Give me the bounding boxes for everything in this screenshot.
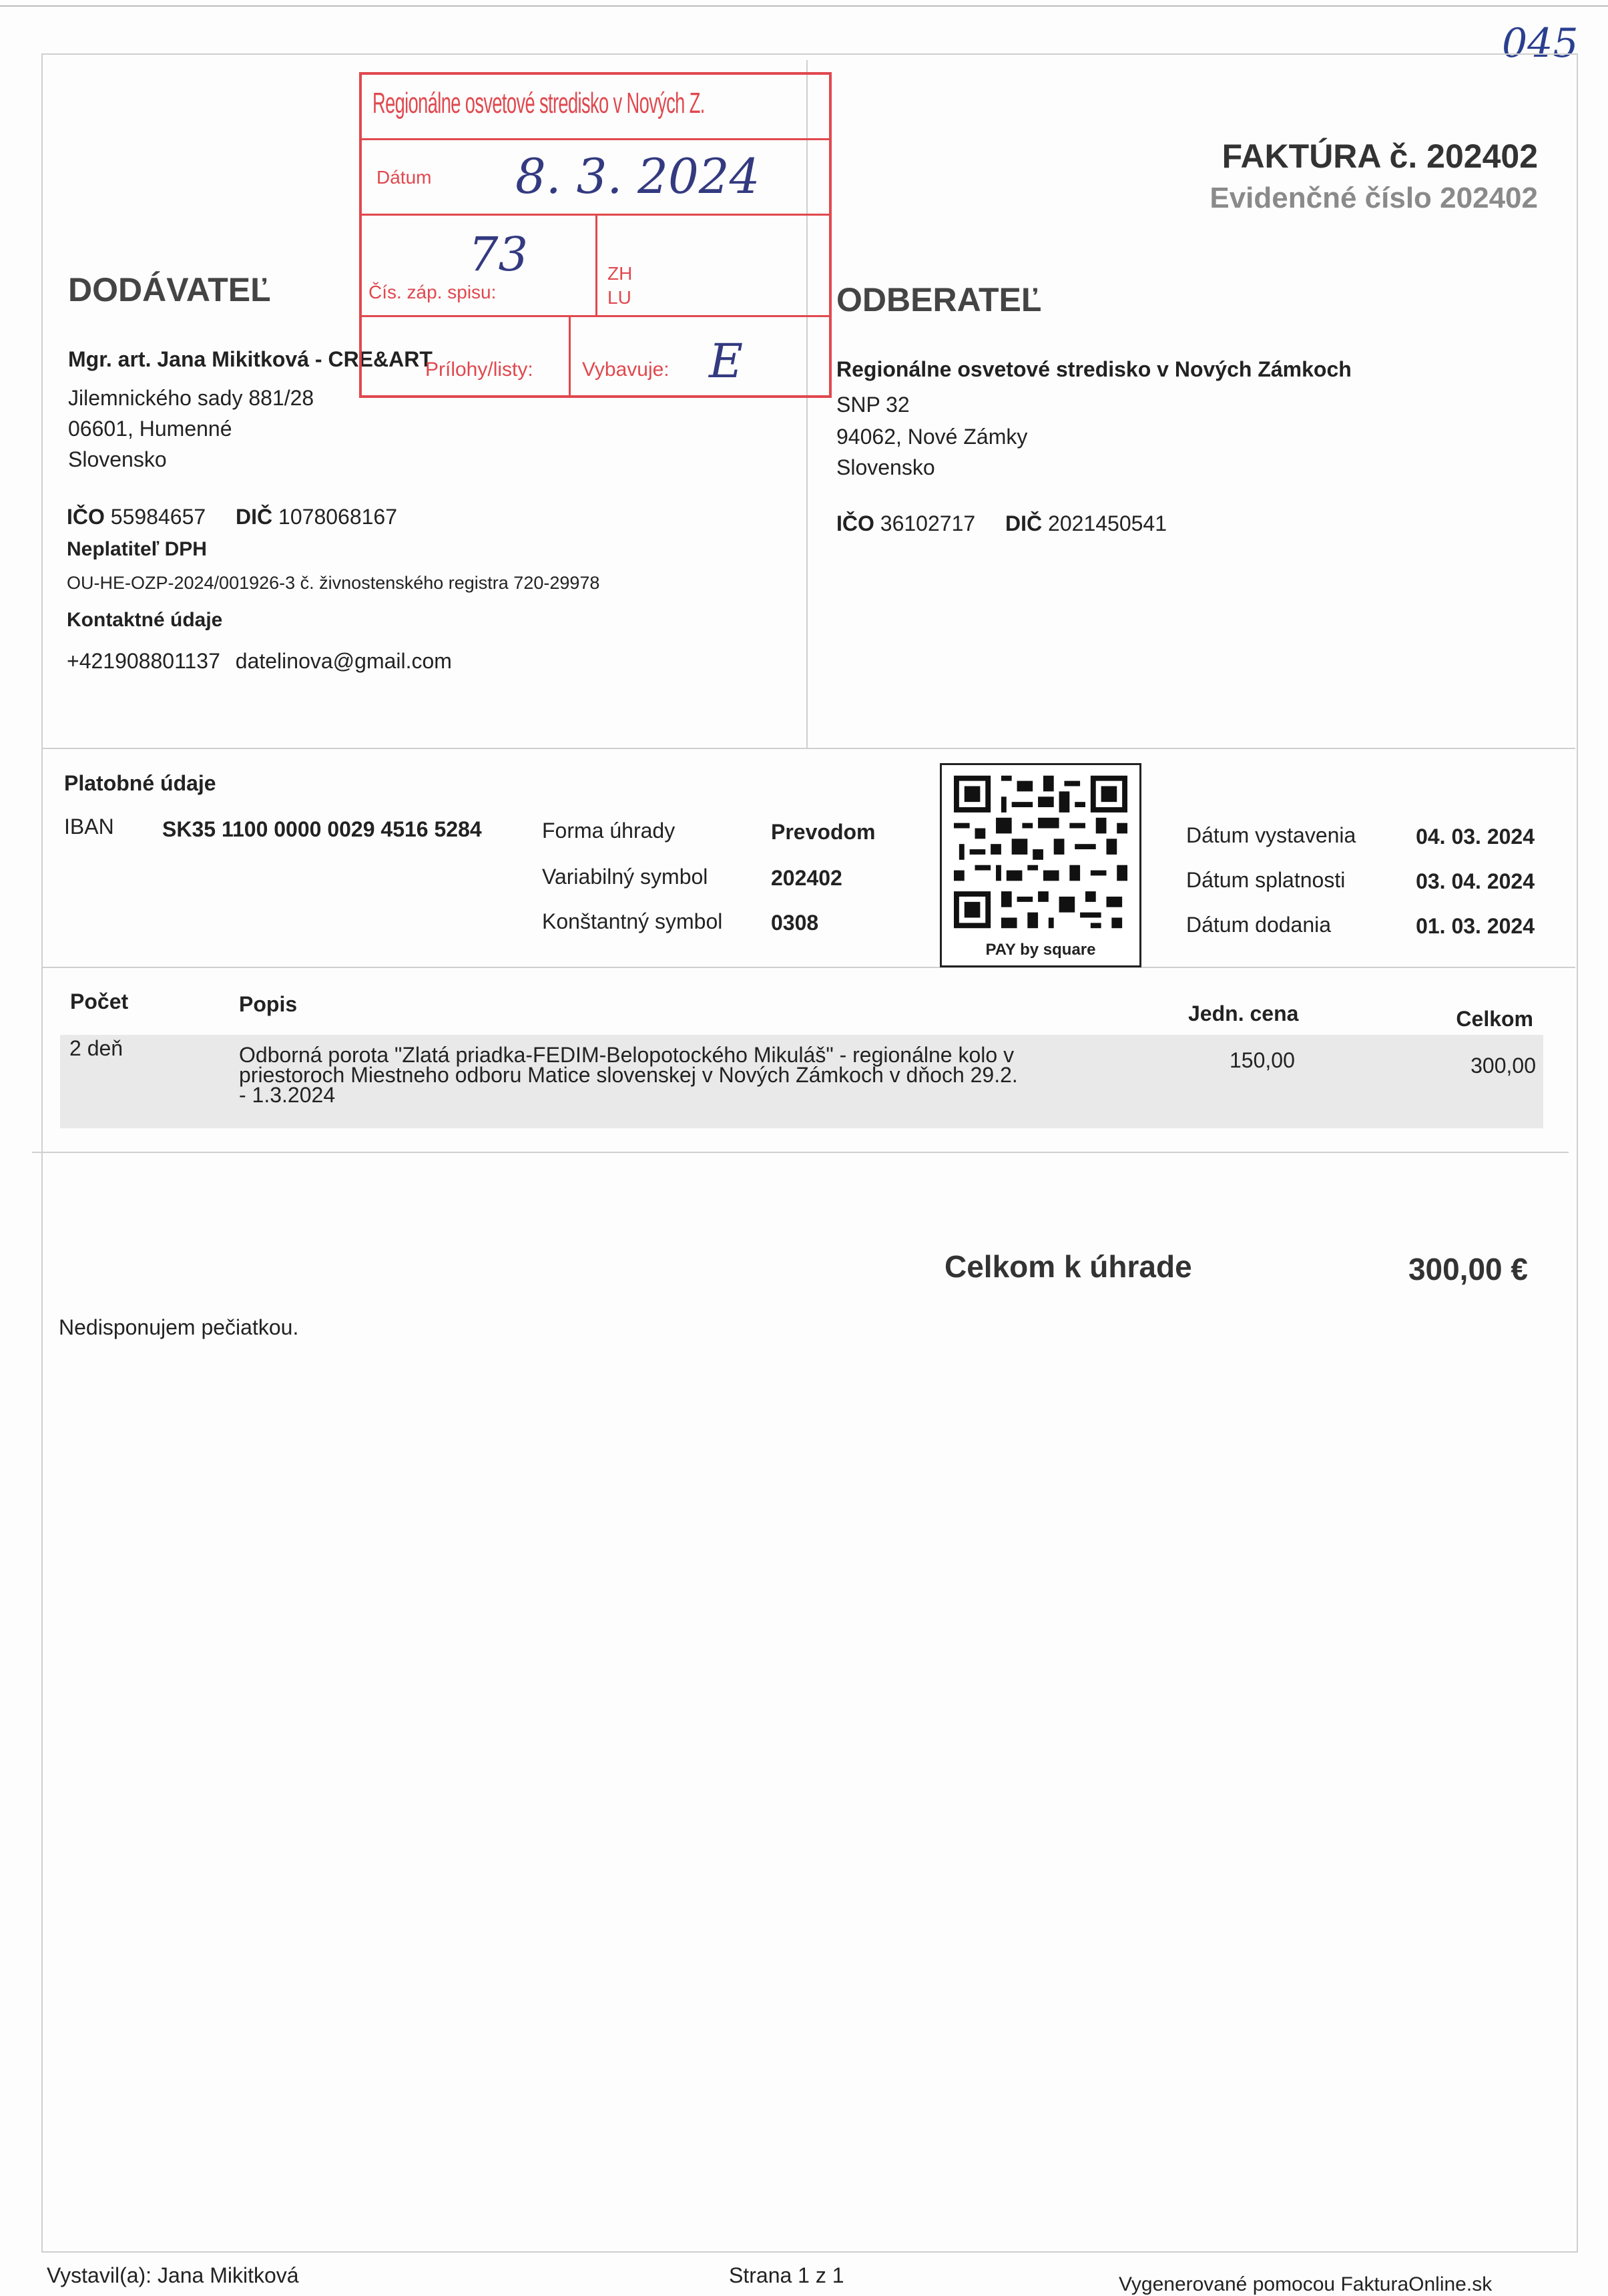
forma-label: Forma úhrady — [542, 819, 676, 843]
customer-city: 94062, Nové Zámky — [836, 425, 1028, 449]
supplier-country: Slovensko — [68, 447, 167, 471]
stamp-datum-value: 8. 3. 2024 — [515, 148, 760, 204]
qr-code — [940, 763, 1141, 967]
supplier-name: Mgr. art. Jana Mikitková - CRE&ART — [68, 347, 433, 371]
footer-generated: Vygenerované pomocou FakturaOnline.sk — [1119, 2273, 1493, 2295]
items-header-popis: Popis — [239, 992, 298, 1016]
section-divider-total — [32, 1152, 1569, 1153]
stamp-prilohy-label: Prílohy/listy: — [425, 359, 533, 381]
customer-ico: IČO 36102717 DIČ 2021450541 — [836, 511, 1167, 535]
customer-name: Regionálne osvetové stredisko v Nových Zámkoch — [836, 357, 1352, 381]
iban-label: IBAN — [64, 815, 114, 839]
stamp-cislo-label: Čís. záp. spisu: — [368, 282, 497, 302]
var-label: Variabilný symbol — [542, 865, 708, 889]
date-issue-label: Dátum vystavenia — [1186, 823, 1356, 847]
supplier-vat-status: Neplatiteľ DPH — [67, 538, 207, 560]
stamp-datum-label: Dátum — [376, 167, 432, 188]
qr-caption: PAY by square — [985, 941, 1096, 959]
items-header-jedn: Jedn. cena — [1188, 1001, 1299, 1025]
supplier-street: Jilemnického sady 881/28 — [68, 386, 314, 410]
supplier-contacts — [67, 649, 452, 674]
registry-stamp — [359, 72, 832, 398]
stamp-org: Regionálne osvetové stredisko v Nových Z. — [372, 87, 705, 120]
footer-page: Strana 1 z 1 — [729, 2263, 844, 2287]
date-due-label: Dátum splatnosti — [1186, 868, 1346, 892]
customer-heading: ODBERATEĽ — [836, 281, 1042, 318]
stamp-vybavuje-value: E — [709, 334, 744, 389]
supplier-ico: IČO 55984657 DIČ 1078068167 — [67, 505, 398, 529]
section-divider-payment — [41, 748, 1575, 749]
invoice-evid-number: Evidenčné číslo 202402 — [1210, 182, 1538, 214]
stamp-lu: LU — [607, 287, 631, 308]
date-due-value: 03. 04. 2024 — [1416, 869, 1535, 893]
konst-value: 0308 — [771, 911, 819, 935]
section-divider-items — [41, 967, 1575, 968]
konst-label: Konštantný symbol — [542, 909, 723, 933]
supplier-phone: +421908801137 — [67, 649, 220, 673]
scan-top-edge — [0, 5, 1608, 7]
handwritten-page-number: 045 — [1502, 20, 1579, 67]
stamp-zh: ZH — [607, 263, 633, 284]
footer-issued-by: Vystavil(a): Jana Mikitková — [47, 2263, 299, 2287]
supplier-contact-heading: Kontaktné údaje — [67, 609, 223, 631]
note-no-stamp: Nedisponujem pečiatkou. — [59, 1315, 299, 1339]
date-issue-value: 04. 03. 2024 — [1416, 825, 1535, 849]
stamp-vybavuje-label: Vybavuje: — [582, 359, 669, 381]
item-celkom: 300,00 — [1470, 1054, 1536, 1078]
iban-value: SK35 1100 0000 0029 4516 5284 — [162, 817, 482, 841]
var-value: 202402 — [771, 866, 842, 890]
supplier-heading: DODÁVATEĽ — [68, 271, 271, 308]
date-delivery-value: 01. 03. 2024 — [1416, 914, 1535, 938]
supplier-email: datelinova@gmail.com — [235, 649, 452, 673]
items-header-pocet: Počet — [70, 989, 129, 1013]
total-label: Celkom k úhrade — [945, 1249, 1192, 1284]
customer-country: Slovensko — [836, 455, 935, 479]
item-pocet: 2 deň — [69, 1036, 123, 1060]
items-header-celkom: Celkom — [1456, 1007, 1533, 1031]
qr-pattern-icon — [942, 765, 1139, 939]
item-popis: Odborná porota "Zlatá priadka-FEDIM-Belopotockého Mikuláš" - regionálne kolo v priestoroch Miestneho odboru Matice slovenskej v Nových Zámkoch v dňoch 29.2. - 1.3.2024 — [239, 1043, 1018, 1107]
customer-street: SNP 32 — [836, 393, 910, 417]
supplier-register: OU-HE-OZP-2024/001926-3 č. živnostenského registra 720-29978 — [67, 573, 600, 593]
stamp-cislo-value: 73 — [469, 227, 529, 282]
forma-value: Prevodom — [771, 820, 876, 844]
invoice-title: FAKTÚRA č. 202402 — [1222, 138, 1538, 175]
item-jedn: 150,00 — [1230, 1048, 1295, 1072]
payment-heading: Platobné údaje — [64, 771, 216, 795]
date-delivery-label: Dátum dodania — [1186, 913, 1332, 937]
supplier-city: 06601, Humenné — [68, 417, 232, 441]
total-value: 300,00 € — [1408, 1252, 1528, 1287]
